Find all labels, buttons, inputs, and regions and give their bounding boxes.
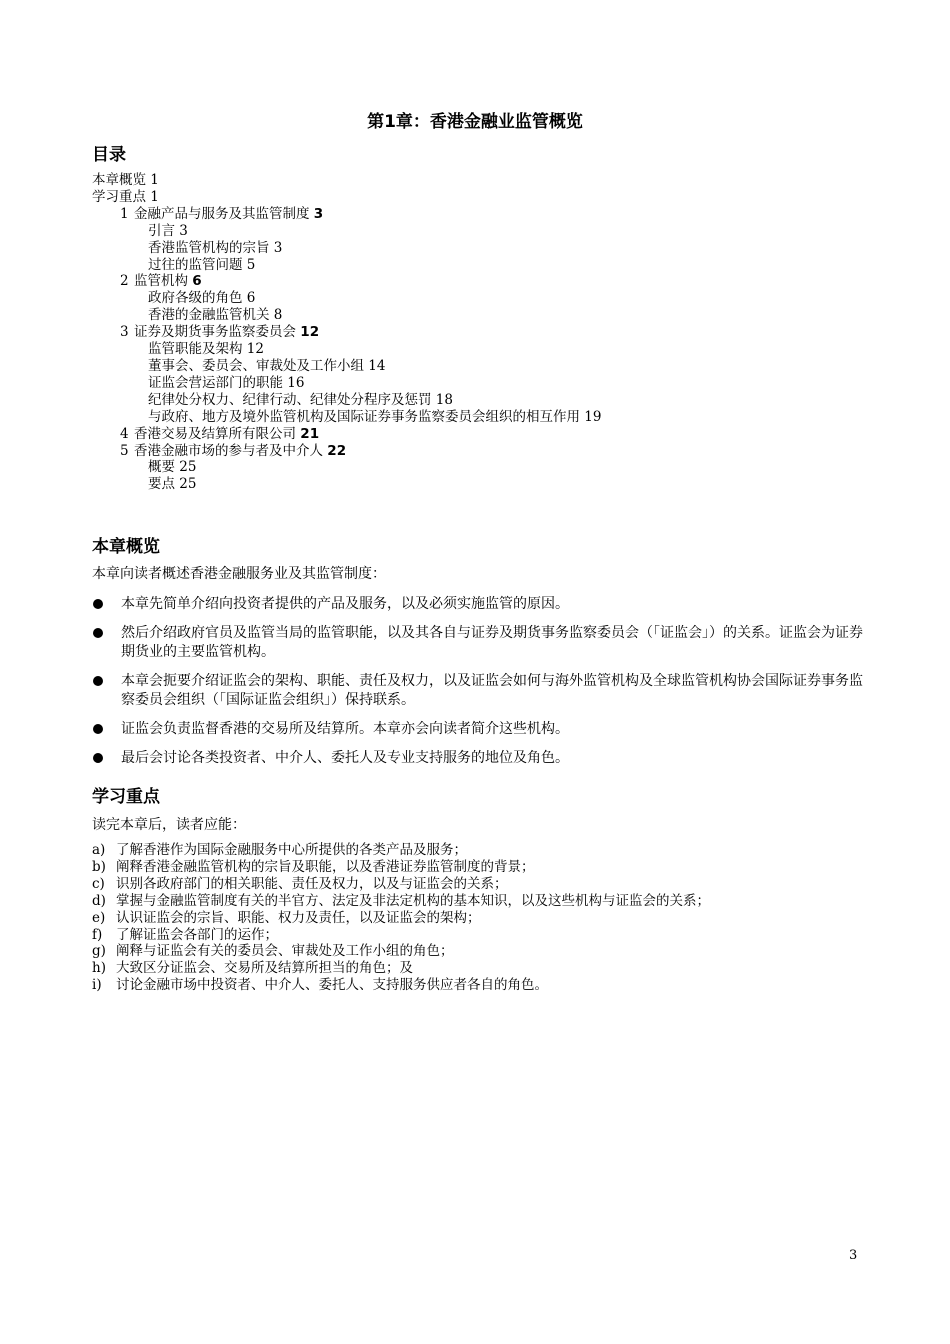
toc-entry-page: 21 <box>300 425 320 442</box>
toc-entry-text: 政府各级的角色 <box>148 290 243 307</box>
toc-entry-number: 4 <box>120 425 129 442</box>
toc-entry-number: 3 <box>120 324 129 341</box>
toc-entry-text: 引言 <box>148 222 175 239</box>
toc-entry-number: 2 <box>120 273 129 290</box>
toc-entry-page: 25 <box>179 459 197 476</box>
objective-marker: f) <box>92 926 103 943</box>
toc-entry[interactable] <box>92 443 601 460</box>
toc-entry-text: 金融产品与服务及其监管制度 <box>134 205 310 222</box>
objective-marker: c) <box>92 875 105 892</box>
overview-bullet-text: 本章会扼要介绍证监会的架构、职能、责任及权力，以及证监会如何与海外监管机构及全球监管机构协会国际证券事务监察委员会组织（「国际证监会组织」）保持联系。 <box>121 673 863 708</box>
objectives-intro: 读完本章后，读者应能： <box>92 817 246 833</box>
bullet-icon <box>93 628 103 638</box>
toc-entry-page: 3 <box>179 222 188 239</box>
toc-entry[interactable] <box>92 273 601 290</box>
toc-entry-page: 6 <box>192 273 202 290</box>
toc-entry-text: 监管机构 <box>134 273 188 290</box>
toc-entry-page: 8 <box>273 307 283 324</box>
objective-item <box>92 842 710 859</box>
toc-entry[interactable] <box>92 375 601 392</box>
toc-entry[interactable] <box>92 409 601 426</box>
overview-bullet-text: 本章先简单介绍向投资者提供的产品及服务，以及必须实施监管的原因。 <box>121 596 569 612</box>
objective-item <box>92 943 710 960</box>
toc-entry-page: 18 <box>435 391 453 408</box>
toc-entry-text: 要点 <box>148 476 175 493</box>
toc-entry-text: 董事会、委员会、审裁处及工作小组 <box>148 357 364 374</box>
toc-entry-text: 香港监管机构的宗旨 <box>148 239 270 256</box>
bullet-icon <box>93 599 103 609</box>
toc-entry-text: 本章概览 <box>92 172 146 188</box>
toc-entry-text: 监管职能及架构 <box>148 341 243 358</box>
toc-entry-page: 22 <box>327 442 347 459</box>
toc-entry[interactable] <box>92 341 601 358</box>
overview-bullet <box>92 595 872 614</box>
toc-entry-text: 学习重点 <box>92 188 146 205</box>
toc-entry-page: 3 <box>273 239 283 256</box>
objective-text: 大致区分证监会、交易所及结算所担当的角色；及 <box>116 960 413 977</box>
toc-entry[interactable] <box>92 240 601 257</box>
toc-entry-page: 19 <box>584 408 602 425</box>
table-of-contents <box>92 172 601 493</box>
objective-item <box>92 859 710 876</box>
toc-entry[interactable] <box>92 223 601 240</box>
overview-bullet-text: 最后会讨论各类投资者、中介人、委托人及专业支持服务的地位及角色。 <box>121 750 569 766</box>
toc-entry-number: 5 <box>120 442 129 459</box>
objective-marker: i) <box>92 977 102 994</box>
objective-text: 认识证监会的宗旨、职能、权力及责任，以及证监会的架构； <box>116 909 481 926</box>
page-number: 3 <box>849 1248 858 1263</box>
objective-text: 阐释香港金融监管机构的宗旨及职能，以及香港证券监管制度的背景； <box>116 858 535 875</box>
toc-entry-page: 5 <box>246 256 256 273</box>
bullet-icon <box>93 753 103 763</box>
toc-entry-page: 16 <box>287 374 305 391</box>
toc-entry[interactable] <box>92 459 601 476</box>
objective-text: 识别各政府部门的相关职能、责任及权力，以及与证监会的关系； <box>116 875 508 892</box>
toc-entry-text: 证券及期货事务监察委员会 <box>134 324 296 341</box>
toc-entry[interactable] <box>92 172 601 189</box>
overview-bullet-list <box>92 595 872 778</box>
toc-entry-page: 1 <box>150 188 159 205</box>
objective-marker: b) <box>92 858 106 875</box>
objective-marker: d) <box>92 892 106 909</box>
chapter-title: 第1章：香港金融业监管概览 <box>367 112 583 132</box>
toc-entry-text: 过往的监管问题 <box>148 256 243 273</box>
toc-entry-text: 香港的金融监管机关 <box>148 307 270 324</box>
toc-entry-page: 1 <box>150 172 159 188</box>
objective-item <box>92 927 710 944</box>
toc-entry-text: 证监会营运部门的职能 <box>148 374 283 391</box>
overview-bullet-text: 证监会负责监督香港的交易所及结算所。本章亦会向读者简介这些机构。 <box>121 721 569 737</box>
toc-entry-page: 3 <box>313 205 324 222</box>
overview-bullet <box>92 720 872 739</box>
objective-item <box>92 876 710 893</box>
toc-entry-text: 纪律处分权力、纪律行动、纪律处分程序及惩罚 <box>148 391 432 408</box>
toc-entry-page: 25 <box>179 476 197 493</box>
objective-text: 了解香港作为国际金融服务中心所提供的各类产品及服务； <box>116 842 467 858</box>
objective-text: 讨论金融市场中投资者、中介人、委托人、支持服务供应者各自的角色。 <box>116 977 548 994</box>
toc-entry[interactable] <box>92 307 601 324</box>
objective-marker: g) <box>92 943 106 960</box>
toc-entry-page: 12 <box>246 341 264 358</box>
toc-entry[interactable] <box>92 189 601 206</box>
toc-entry[interactable] <box>92 257 601 274</box>
overview-intro: 本章向读者概述香港金融服务业及其监管制度： <box>92 566 386 582</box>
overview-bullet <box>92 624 872 662</box>
toc-entry[interactable] <box>92 392 601 409</box>
objective-item <box>92 893 710 910</box>
toc-entry-number: 1 <box>120 205 129 222</box>
toc-entry-text: 香港金融市场的参与者及中介人 <box>134 442 323 459</box>
toc-entry[interactable] <box>92 324 601 341</box>
objective-text: 了解证监会各部门的运作； <box>116 926 278 943</box>
toc-entry[interactable] <box>92 290 601 307</box>
overview-heading: 本章概览 <box>92 537 160 557</box>
objective-text: 掌握与金融监管制度有关的半官方、法定及非法定机构的基本知识，以及这些机构与证监会的关系； <box>116 892 710 909</box>
toc-entry-text: 香港交易及结算所有限公司 <box>134 425 296 442</box>
bullet-icon <box>93 724 103 734</box>
bullet-icon <box>93 676 103 686</box>
toc-entry-page: 14 <box>368 357 386 374</box>
toc-entry-page: 6 <box>246 290 256 307</box>
overview-bullet-text: 然后介绍政府官员及监管当局的监管职能，以及其各自与证券及期货事务监察委员会（「证监会」）的关系。证监会为证券期货业的主要监管机构。 <box>121 625 863 660</box>
toc-entry[interactable] <box>92 358 601 375</box>
objectives-list <box>92 842 710 994</box>
objective-item <box>92 910 710 927</box>
toc-entry[interactable] <box>92 476 601 493</box>
objective-marker: e) <box>92 909 106 926</box>
toc-entry-text: 概要 <box>148 459 175 476</box>
toc-heading: 目录 <box>92 145 126 165</box>
objectives-heading: 学习重点 <box>92 787 160 807</box>
objective-marker: h) <box>92 960 106 977</box>
toc-entry-text: 与政府、地方及境外监管机构及国际证券事务监察委员会组织的相互作用 <box>148 408 580 425</box>
overview-bullet <box>92 749 872 768</box>
objective-text: 阐释与证监会有关的委员会、审裁处及工作小组的角色； <box>116 943 454 960</box>
objective-item <box>92 960 710 977</box>
toc-entry[interactable] <box>92 426 601 443</box>
toc-entry[interactable] <box>92 206 601 223</box>
objective-item <box>92 977 710 994</box>
overview-bullet <box>92 672 872 710</box>
objective-marker: a) <box>92 842 106 858</box>
toc-entry-page: 12 <box>300 324 320 341</box>
